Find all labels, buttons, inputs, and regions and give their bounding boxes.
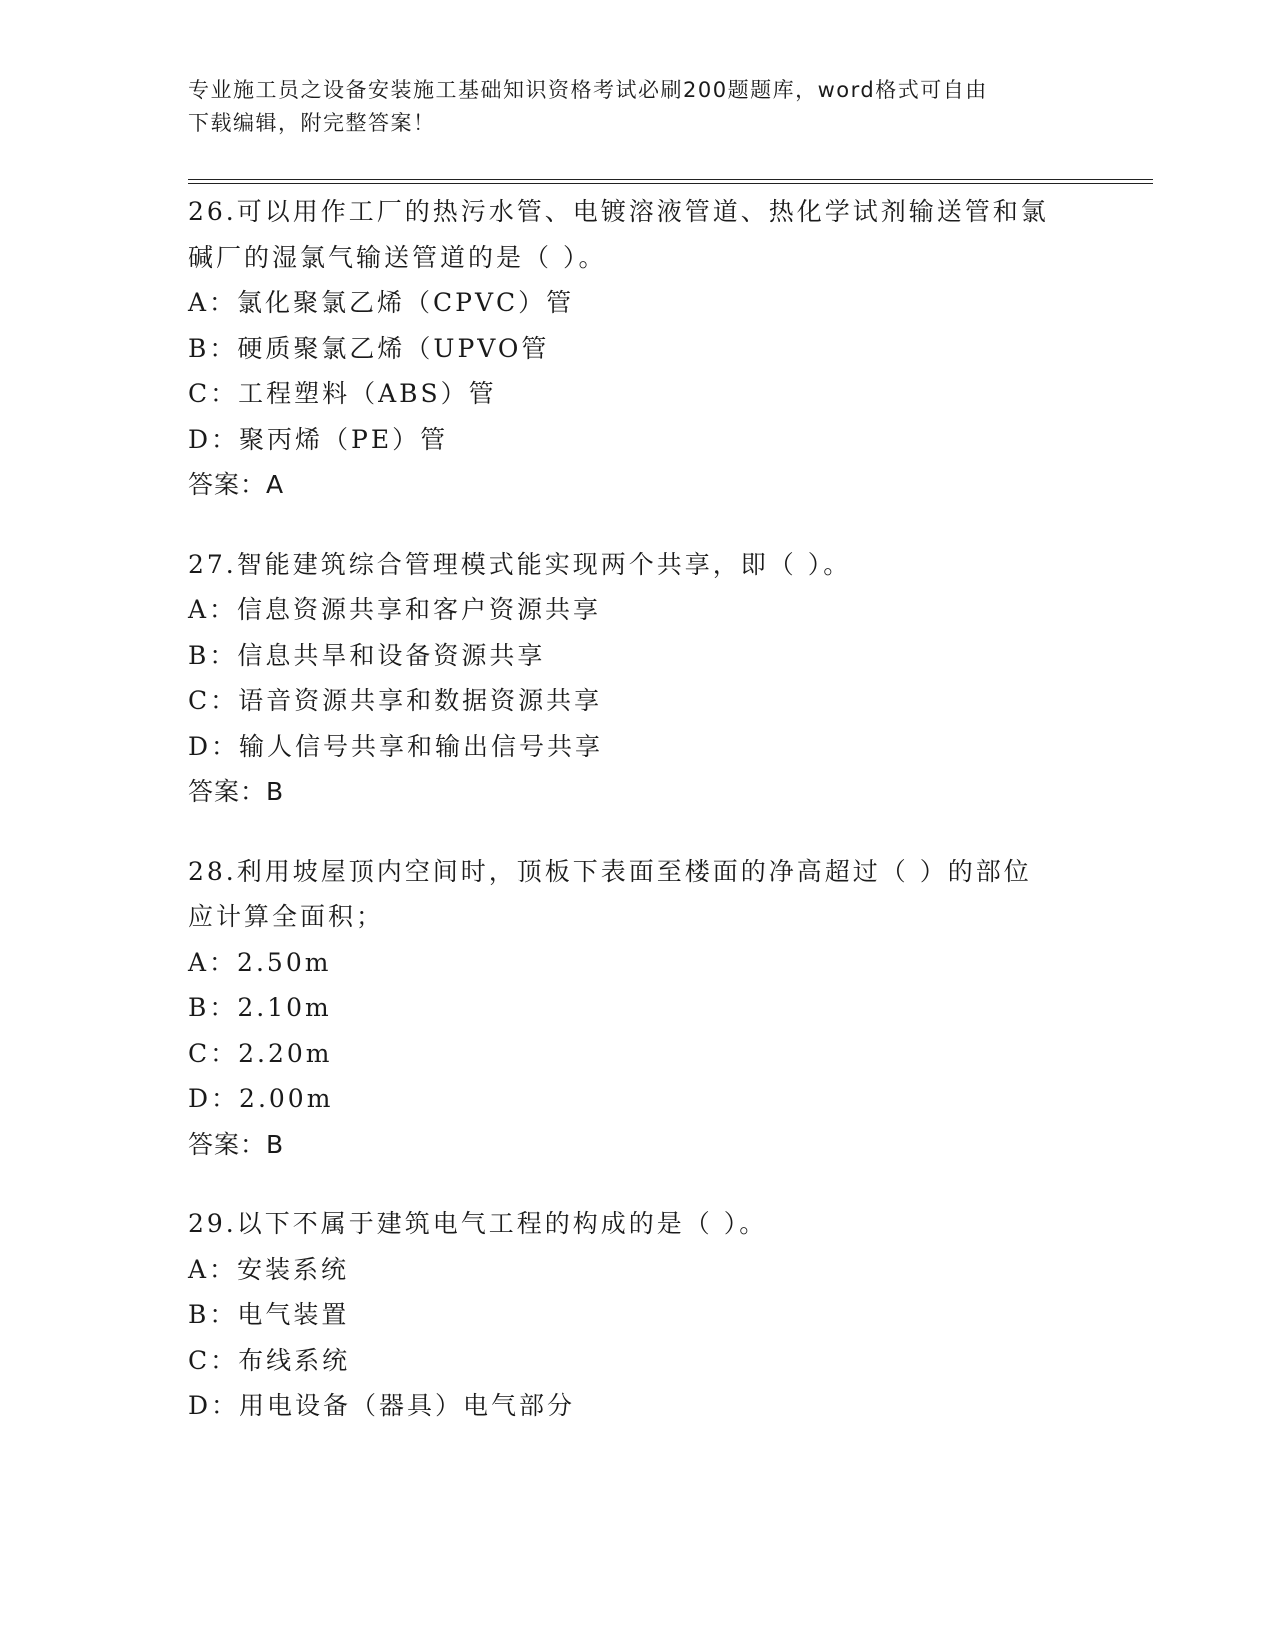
answer-label: 答案：B: [188, 777, 285, 806]
option-a: A：信息资源共享和客户资源共享: [188, 595, 602, 624]
option-a: A：安装系统: [188, 1254, 350, 1284]
header-line-2: 下载编辑，附完整答案！: [188, 111, 436, 135]
question-stem-line: 应计算全面积；: [188, 902, 385, 931]
option-d: D：聚丙烯（PE）管: [188, 424, 449, 454]
question-29: [188, 1201, 1088, 1429]
question-28: [188, 849, 1088, 1168]
question-stem-line: 28.利用坡屋顶内空间时，顶板下表面至楼面的净高超过（ ）的部位: [188, 856, 1032, 886]
option-b: B：电气装置: [188, 1300, 350, 1329]
question-26: [188, 189, 1088, 508]
header-divider-top: [188, 179, 1153, 180]
option-b: B：信息共旱和设备资源共享: [188, 640, 546, 670]
header-divider-bottom: [188, 183, 1153, 184]
question-27: [188, 542, 1088, 815]
option-c: C：2.20m: [188, 1038, 333, 1068]
question-list: [188, 189, 1088, 1463]
option-c: C：布线系统: [188, 1345, 351, 1375]
option-c: C：语音资源共享和数据资源共享: [188, 686, 603, 715]
option-d: D：用电设备（器具）电气部分: [188, 1391, 576, 1420]
question-stem-line: 碱厂的湿氯气输送管道的是（ ）。: [188, 242, 607, 272]
header-line-1: 专业施工员之设备安装施工基础知识资格考试必刷200题题库，word格式可自由: [188, 78, 988, 102]
document-header: [188, 74, 1068, 140]
option-b: B：硬质聚氯乙烯（UPVO管: [188, 333, 550, 363]
option-a: A：2.50m: [188, 947, 332, 977]
option-c: C：工程塑料（ABS）管: [188, 379, 497, 408]
option-d: D：输人信号共享和输出信号共享: [188, 731, 604, 761]
answer-label: 答案：A: [188, 470, 285, 499]
answer-label: 答案：B: [188, 1129, 285, 1159]
question-stem-line: 29.以下不属于建筑电气工程的构成的是（ ）。: [188, 1209, 768, 1238]
option-b: B：2.10m: [188, 993, 332, 1022]
option-d: D：2.00m: [188, 1084, 334, 1113]
question-stem-line: 27.智能建筑综合管理模式能实现两个共享，即（ ）。: [188, 549, 852, 579]
question-stem-line: 26.可以用作工厂的热污水管、电镀溶液管道、热化学试剂输送管和氯: [188, 197, 1049, 226]
option-a: A：氯化聚氯乙烯（CPVC）管: [188, 288, 575, 317]
